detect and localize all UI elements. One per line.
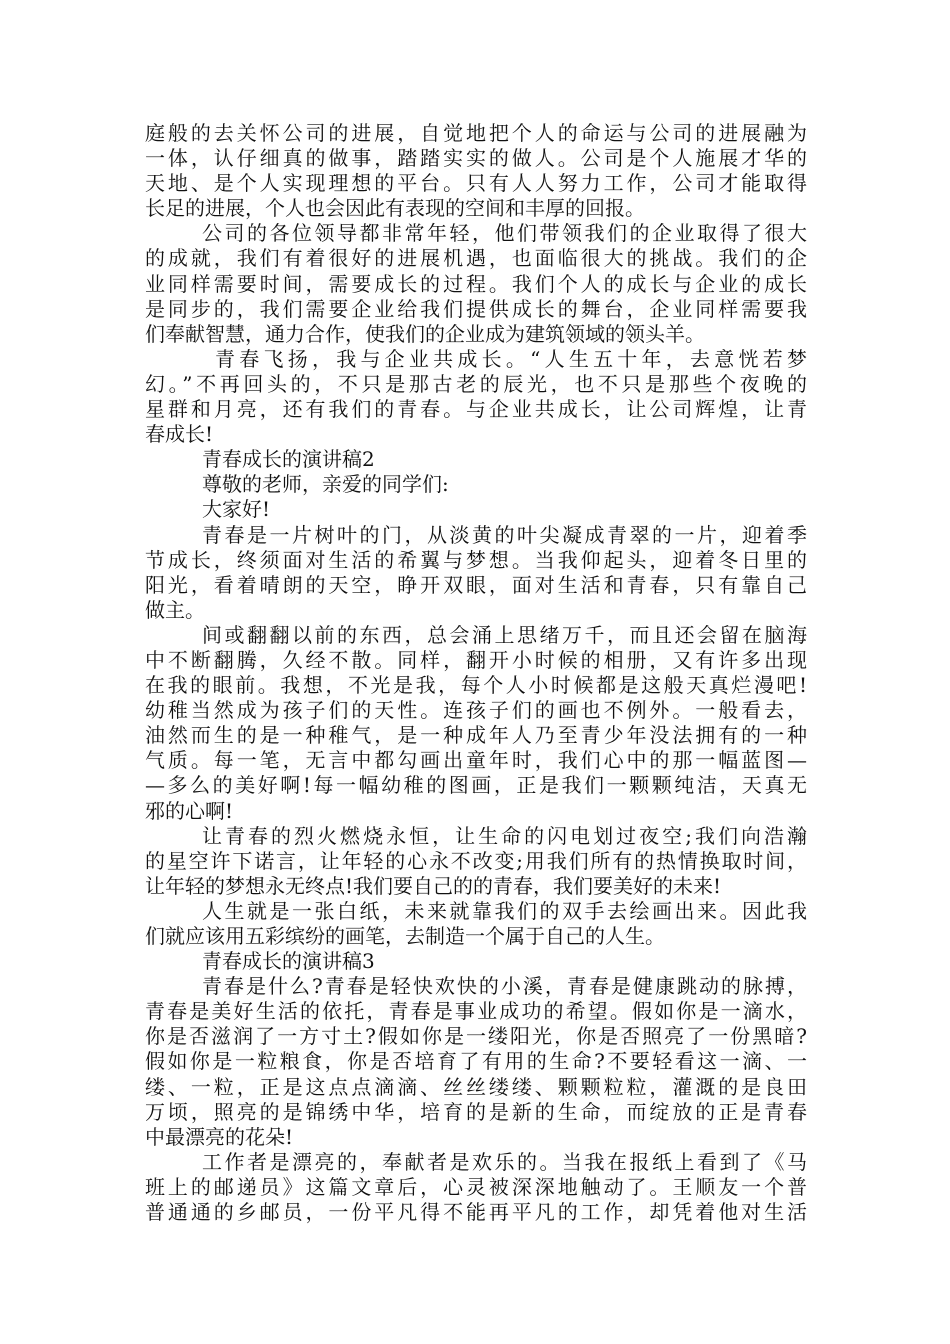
text-line: 让年轻的梦想永无终点!我们要自己的的青春，我们要美好的未来! — [145, 873, 722, 898]
text-line: 你是否滋润了一方寸土?假如你是一缕阳光，你是否照亮了一份黑暗? — [145, 1024, 807, 1049]
text-line: 幻。”不再回头的，不只是那古老的辰光，也不只是那些个夜晚的 — [145, 371, 807, 396]
text-line: 间或翻翻以前的东西，总会涌上思绪万千，而且还会留在脑海 — [202, 622, 807, 647]
text-line: 幼稚当然成为孩子们的天性。连孩子们的画也不例外。一般看去， — [145, 698, 807, 723]
text-line: 油然而生的是一种稚气，是一种成年人乃至青少年没法拥有的一种 — [145, 723, 807, 748]
paragraph — [145, 523, 807, 623]
text-line: 青春成长的演讲稿3 — [202, 949, 375, 974]
text-line: 中最漂亮的花朵! — [145, 1124, 294, 1149]
text-line: 业同样需要时间，需要成长的过程。我们个人的成长与企业的成长 — [145, 271, 807, 296]
text-line: 尊敬的老师，亲爱的同学们: — [202, 472, 449, 497]
text-line: 庭般的去关怀公司的进展，自觉地把个人的命运与公司的进展融为 — [145, 121, 807, 145]
text-line: 的成就，我们有着很好的进展机遇，也面临很大的挑战。我们的企 — [145, 246, 807, 271]
salutation — [145, 472, 807, 497]
paragraph — [145, 1150, 807, 1225]
text-line: 一体，认仔细真的做事，踏踏实实的做人。公司是个人施展才华的 — [145, 146, 807, 171]
paragraph — [145, 899, 807, 949]
text-line: 青春飞扬，我与企业共成长。“人生五十年，去意恍若梦 — [215, 346, 807, 371]
salutation — [145, 497, 807, 522]
text-line: 是同步的，我们需要企业给我们提供成长的舞台，企业同样需要我 — [145, 296, 807, 321]
text-line: 邪的心啊! — [145, 798, 234, 823]
text-line: 让青春的烈火燃烧永恒，让生命的闪电划过夜空;我们向浩瀚 — [202, 823, 807, 848]
text-line: 长足的进展，个人也会因此有表现的空间和丰厚的回报。 — [145, 196, 645, 221]
text-line: 缕、一粒，正是这点点滴滴、丝丝缕缕、颗颗粒粒，灌溉的是良田 — [145, 1074, 807, 1099]
paragraph — [145, 347, 807, 447]
text-line: 青春是什么?青春是轻快欢快的小溪，青春是健康跳动的脉搏， — [202, 974, 807, 999]
text-line: 做主。 — [145, 597, 205, 622]
paragraph — [145, 824, 807, 899]
text-line: 阳光，看着晴朗的天空，睁开双眼，面对生活和青春，只有靠自己 — [145, 572, 807, 597]
text-line: 万顷，照亮的是锦绣中华，培育的是新的生命，而绽放的正是青春 — [145, 1099, 807, 1124]
text-line: 的星空许下诺言，让年轻的心永不改变;用我们所有的热情换取时间， — [145, 848, 807, 873]
text-line: 普通通的乡邮员，一份平凡得不能再平凡的工作，却凭着他对生活 — [145, 1200, 807, 1225]
text-line: 们奉献智慧，通力合作，使我们的企业成为建筑领域的领头羊。 — [145, 321, 705, 346]
text-line: 人生就是一张白纸，未来就靠我们的双手去绘画出来。因此我 — [202, 898, 807, 923]
document-page — [145, 121, 807, 1225]
text-line: 大家好! — [202, 497, 271, 522]
text-line: 青春是一片树叶的门，从淡黄的叶尖凝成青翠的一片，迎着季 — [202, 522, 807, 547]
text-line: 天地、是个人实现理想的平台。只有人人努力工作，公司才能取得 — [145, 171, 807, 196]
text-line: 节成长，终须面对生活的希翼与梦想。当我仰起头，迎着冬日里的 — [145, 547, 807, 572]
section-heading — [145, 447, 807, 472]
text-line: 青春成长的演讲稿2 — [202, 447, 375, 472]
text-line: 气质。每一笔，无言中都勾画出童年时，我们心中的那一幅蓝图— — [145, 748, 807, 773]
text-line: 在我的眼前。我想，不光是我，每个人小时候都是这般天真烂漫吧! — [145, 673, 807, 698]
text-line: 公司的各位领导都非常年轻，他们带领我们的企业取得了很大 — [202, 221, 807, 246]
text-line: 星群和月亮，还有我们的青春。与企业共成长，让公司辉煌，让青 — [145, 397, 807, 422]
text-line: 工作者是漂亮的，奉献者是欢乐的。当我在报纸上看到了《马 — [202, 1149, 807, 1174]
paragraph — [145, 623, 807, 824]
paragraph — [145, 974, 807, 1150]
text-line: 假如你是一粒粮食，你是否培育了有用的生命?不要轻看这一滴、一 — [145, 1049, 807, 1074]
text-line: 春成长! — [145, 422, 214, 447]
paragraph — [145, 121, 807, 221]
section-heading — [145, 949, 807, 974]
paragraph — [145, 221, 807, 346]
text-line: —多么的美好啊!每一幅幼稚的图画，正是我们一颗颗纯洁，天真无 — [145, 773, 807, 798]
text-line: 们就应该用五彩缤纷的画笔，去制造一个属于自己的人生。 — [145, 924, 665, 948]
text-line: 班上的邮递员》这篇文章后，心灵被深深地触动了。王顺友一个普 — [145, 1174, 807, 1199]
text-line: 中不断翻腾，久经不散。同样，翻开小时候的相册，又有许多出现 — [145, 647, 807, 672]
text-line: 青春是美好生活的依托，青春是事业成功的希望。假如你是一滴水， — [145, 999, 807, 1024]
